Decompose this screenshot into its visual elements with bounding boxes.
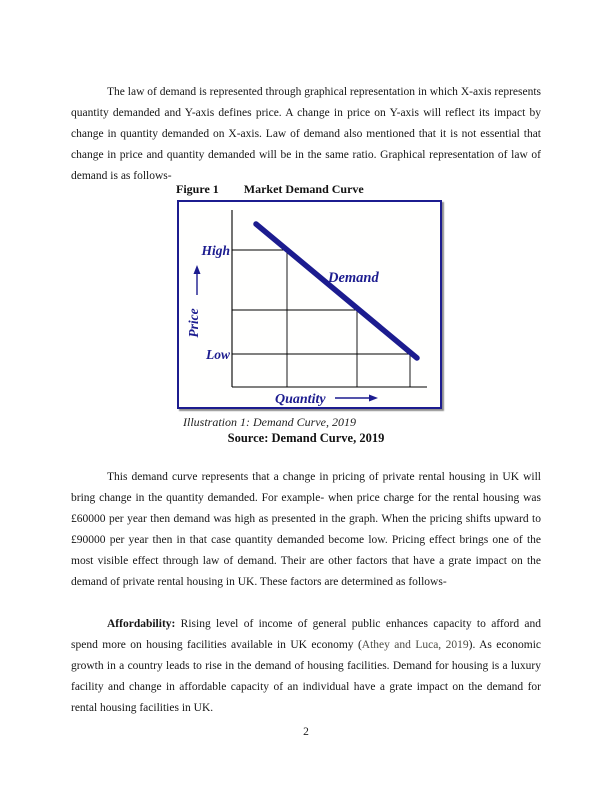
citation-athey-luca-2019: Athey and Luca, 2019 [361,638,469,651]
high-price-label: High [201,243,230,258]
price-axis-arrow-icon [194,265,201,274]
demand-curve-line [256,224,417,358]
paragraph-affordability [71,614,541,719]
low-price-label: Low [205,347,230,362]
figure-source-text: Source: Demand Curve, 2019 [227,431,385,445]
demand-series-label: Demand [328,270,379,286]
figure-number-label: Figure 1 [176,182,219,196]
quantity-axis-arrow-icon [369,395,378,402]
figure-source-line [0,431,612,446]
demand-curve-chart [179,202,440,407]
paragraph-demand-curve-explanation [71,467,541,593]
figure-title-text: Market Demand Curve [243,182,364,196]
paragraph-demand-curve-text: This demand curve represents that a change in pricing of private rental housing in UK will bring change in the quantity demanded. For example- when price charge for the rental housing was £60000 per year then demand was high as presented in the graph. When the pricing shifts upward to £90000 per year then in that case quantity demanded become low. Pricing effect brings one of the most visible effect through law of demand. Their are other factors that have a grate impact on the demand of private rental housing in UK. These factors are determined as follows- [71,470,541,588]
price-axis-label: Price [186,308,201,338]
figure-caption-clipped [183,416,413,428]
affordability-heading: Affordability: [107,617,176,630]
figure-caption-text: Illustration 1: Demand Curve, 2019 [183,416,356,428]
paragraph-law-of-demand [71,82,541,187]
affordability-text-after-citation: ). As economic growth in a country leads to rise in the demand of housing facilities. Demand for housing is a luxury facility and change in affordable capacity of an individual have a grate impact on the demand for rental housing facilities in UK. [71,638,541,714]
quantity-axis-label: Quantity [275,392,326,407]
page-number: 2 [303,726,309,738]
paragraph-law-of-demand-text: The law of demand is represented through graphical representation in which X-axis represents quantity demanded and Y-axis defines price. A change in price on Y-axis will reflect its impact by change in quantity demanded on X-axis. Law of demand also mentioned that it is not essential that change in price and quantity demanded will be in the same ratio. Graphical representation of law of demand is as follows- [71,85,541,182]
figure-title [176,182,364,197]
affordability-text-before-citation: Rising level of income of general public enhances capacity to afford and spend more on housing facilities available in UK economy ( [71,617,541,651]
demand-curve-figure [177,200,442,409]
